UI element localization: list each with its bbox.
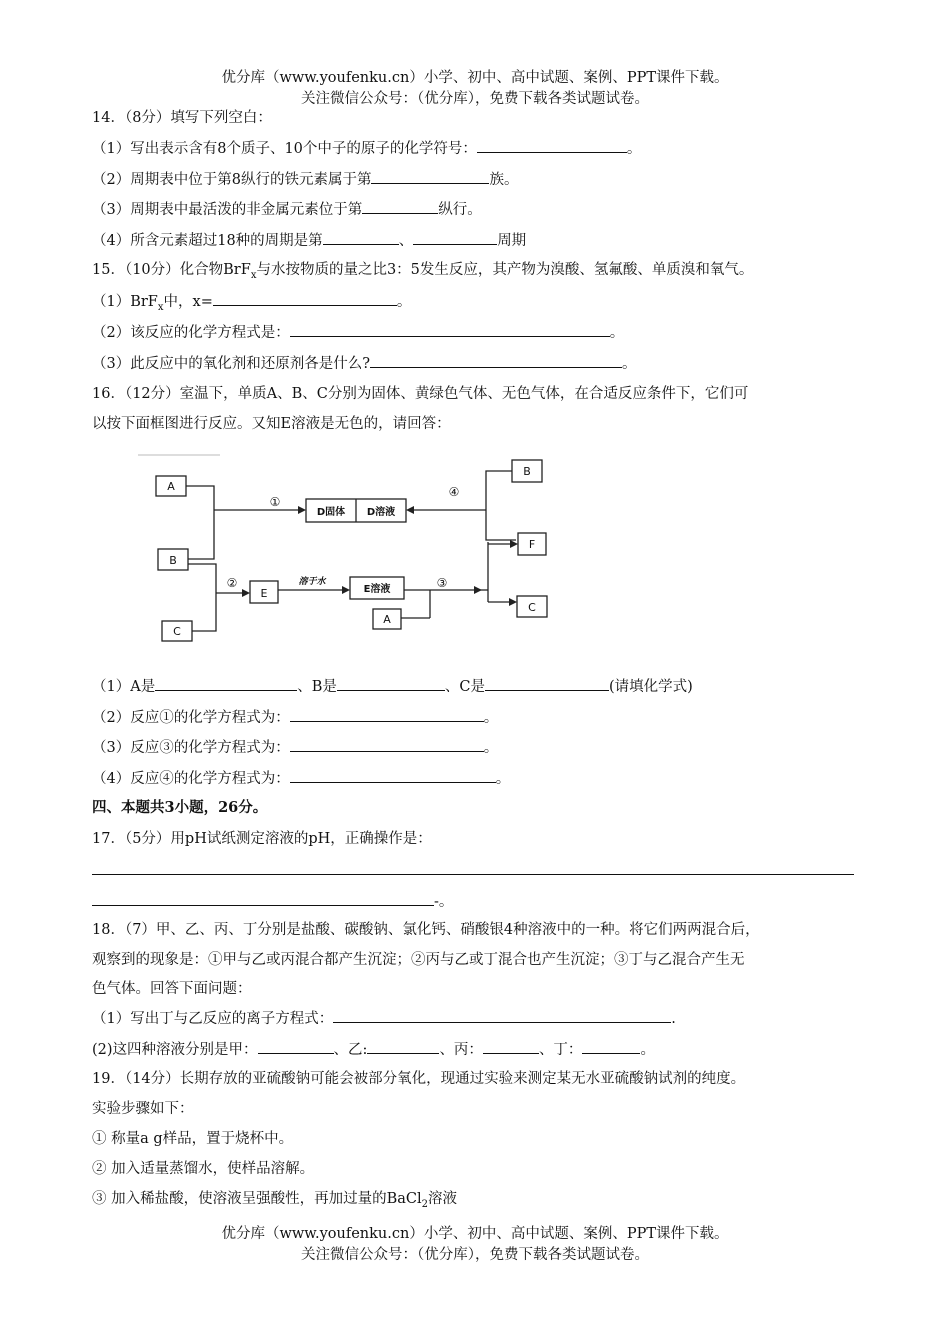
answer-blank[interactable] bbox=[258, 1039, 334, 1054]
q17-title: 17．（5分）用pH试纸测定溶液的pH，正确操作是： bbox=[92, 831, 432, 847]
q16-part1: （1）A是 、B是 、C是 (请填化学式) bbox=[92, 676, 693, 697]
label-b: B bbox=[169, 554, 177, 567]
q16-line-2: 以按下面框图进行反应。又知E溶液是无色的，请回答： bbox=[92, 416, 451, 432]
q14-part2: （2）周期表中位于第8纵行的铁元素属于第 族。 bbox=[92, 169, 518, 190]
answer-blank[interactable] bbox=[362, 199, 438, 214]
answer-blank[interactable] bbox=[413, 230, 497, 245]
q15-part1: （1）BrF$_x$中，x= 。 bbox=[92, 291, 411, 318]
answer-blank[interactable] bbox=[323, 230, 399, 245]
answer-blank[interactable] bbox=[290, 737, 484, 752]
q14-part4: （4）所含元素超过18种的周期是第 、 周期 bbox=[92, 230, 526, 251]
q18-line-3: 色气体。回答下面问题： bbox=[92, 981, 252, 997]
q17-answer-line-1 bbox=[92, 860, 854, 881]
label-c-right: C bbox=[528, 601, 536, 614]
label-d-solid: D固体 bbox=[316, 507, 346, 518]
label-dissolve: 溶于水 bbox=[298, 577, 326, 587]
q14-title: 14．（8分）填写下列空白： bbox=[92, 110, 272, 126]
label-c: C bbox=[173, 625, 181, 638]
q14-part1: （1）写出表示含有8个质子、10个中子的原子的化学符号： 。 bbox=[92, 138, 641, 159]
answer-blank[interactable] bbox=[370, 353, 622, 368]
answer-blank[interactable] bbox=[155, 676, 297, 691]
answer-blank[interactable] bbox=[92, 860, 854, 875]
label-step-2: ② bbox=[226, 576, 238, 590]
label-step-1: ① bbox=[269, 495, 281, 509]
q19-step-1: ① 称量a g样品，置于烧杯中。 bbox=[92, 1131, 294, 1147]
q15-part3: （3）此反应中的氧化剂和还原剂各是什么? 。 bbox=[92, 353, 637, 374]
reaction-flowchart bbox=[130, 452, 570, 647]
q18-line-2: 观察到的现象是：①甲与乙或丙混合都产生沉淀；②丙与乙或丁混合也产生沉淀；③丁与乙混合产生无 bbox=[92, 952, 745, 968]
answer-blank[interactable] bbox=[367, 1039, 439, 1054]
q18-line-1: 18．（7）甲、乙、丙、丁分别是盐酸、碳酸钠、氯化钙、硝酸银4种溶液中的一种。将它们两两混合后， bbox=[92, 922, 760, 938]
label-d-solution: D溶液 bbox=[366, 507, 396, 518]
answer-blank[interactable] bbox=[290, 768, 496, 783]
answer-blank[interactable] bbox=[483, 1039, 539, 1054]
answer-blank[interactable] bbox=[92, 891, 434, 906]
label-a-bottom: A bbox=[383, 613, 391, 626]
answer-blank[interactable] bbox=[333, 1008, 671, 1023]
label-step-3: ③ bbox=[436, 576, 448, 590]
answer-blank[interactable] bbox=[337, 676, 445, 691]
q14-part3: （3）周期表中最活泼的非金属元素位于第 纵行。 bbox=[92, 199, 482, 220]
answer-blank[interactable] bbox=[213, 291, 397, 306]
answer-blank[interactable] bbox=[290, 322, 610, 337]
label-b-right: B bbox=[523, 465, 531, 478]
q18-part1: （1）写出丁与乙反应的离子方程式： . bbox=[92, 1008, 676, 1029]
label-e: E bbox=[260, 587, 268, 600]
footer-line-2: 关注微信公众号：（优分库），免费下载各类试题试卷。 bbox=[301, 1247, 649, 1263]
q16-part3: （3）反应③的化学方程式为： 。 bbox=[92, 737, 498, 758]
label-a: A bbox=[167, 480, 175, 493]
q15-title: 15．（10分）化合物BrF$_x$与水按物质的量之比3：5发生反应，其产物为溴酸、氢氟酸、单质溴和氧气。 bbox=[92, 262, 754, 281]
answer-blank[interactable] bbox=[371, 169, 489, 184]
q16-part2: （2）反应①的化学方程式为： 。 bbox=[92, 707, 498, 728]
q15-part2: （2）该反应的化学方程式是： 。 bbox=[92, 322, 624, 343]
q19-step-2: ② 加入适量蒸馏水，使样品溶解。 bbox=[92, 1161, 315, 1177]
answer-blank[interactable] bbox=[485, 676, 609, 691]
header-line-1: 优分库（www.youfenku.cn）小学、初中、高中试题、案例、PPT课件下载。 bbox=[221, 70, 729, 86]
q16-part4: （4）反应④的化学方程式为： 。 bbox=[92, 768, 510, 789]
footer-line-1: 优分库（www.youfenku.cn）小学、初中、高中试题、案例、PPT课件下载。 bbox=[221, 1226, 729, 1242]
q17-answer-line-2: -。 bbox=[92, 891, 453, 912]
label-f: F bbox=[528, 538, 536, 551]
answer-blank[interactable] bbox=[290, 707, 484, 722]
answer-blank[interactable] bbox=[582, 1039, 640, 1054]
label-e-solution: E溶液 bbox=[363, 584, 391, 595]
section-4-heading: 四、本题共3小题，26分。 bbox=[92, 799, 268, 816]
q19-step-3: ③ 加入稀盐酸，使溶液呈强酸性，再加过量的BaCl$_2$溶液 bbox=[92, 1191, 458, 1210]
header-line-2: 关注微信公众号：（优分库），免费下载各类试题试卷。 bbox=[301, 91, 649, 107]
q19-line-2: 实验步骤如下： bbox=[92, 1101, 194, 1117]
q18-part2: (2)这四种溶液分别是甲： 、乙: 、丙： 、丁： 。 bbox=[92, 1039, 655, 1060]
q16-line-1: 16．（12分）室温下，单质A、B、C分别为固体、黄绿色气体、无色气体，在合适反应条件下，它们可 bbox=[92, 386, 749, 402]
label-step-4: ④ bbox=[448, 485, 460, 499]
answer-blank[interactable] bbox=[477, 138, 627, 153]
q19-line-1: 19．（14分）长期存放的亚硫酸钠可能会被部分氧化，现通过实验来测定某无水亚硫酸钠试剂的纯度。 bbox=[92, 1071, 746, 1087]
